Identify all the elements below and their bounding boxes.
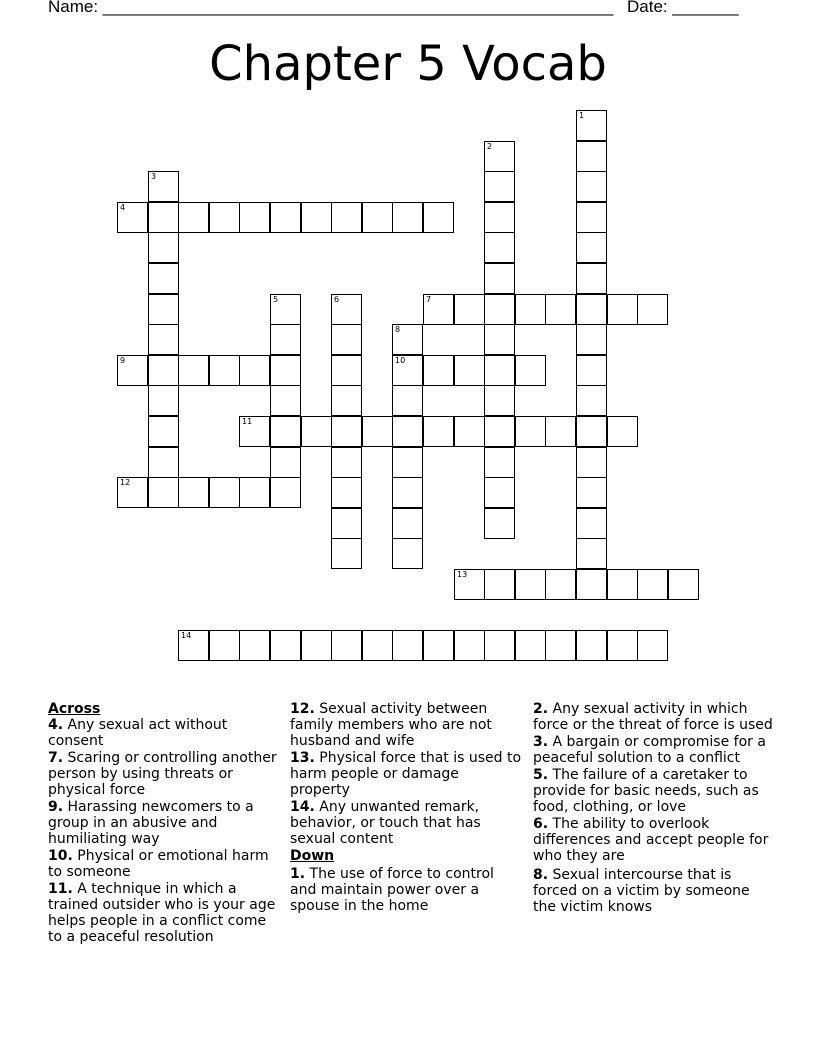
crossword-cell[interactable]: [637, 294, 668, 325]
clue-text: Any unwanted remark, behavior, or touch that has sexual content: [290, 799, 481, 847]
crossword-cell[interactable]: [576, 110, 607, 141]
clue-across-14: [290, 799, 522, 847]
clue-text: Any sexual act without consent: [48, 717, 228, 749]
crossword-cell[interactable]: [576, 630, 607, 661]
crossword-cell[interactable]: [484, 569, 515, 600]
clue-number: 10.: [48, 848, 73, 864]
crossword-cell[interactable]: [148, 477, 179, 508]
crossword-cell[interactable]: [392, 416, 423, 447]
crossword-cell[interactable]: [423, 630, 454, 661]
date-field-label: Date: _______: [627, 0, 739, 16]
clue-number: 13.: [290, 750, 315, 766]
crossword-cell[interactable]: [209, 630, 240, 661]
crossword-cell[interactable]: [117, 477, 148, 508]
crossword-cell[interactable]: [484, 294, 515, 325]
page-title: Chapter 5 Vocab: [209, 36, 607, 92]
crossword-cell[interactable]: [301, 202, 332, 233]
crossword-cell[interactable]: [607, 294, 638, 325]
clue-text: A technique in which a trained outsider who is your age helps people in a conflict come to a peaceful resolution: [48, 881, 276, 945]
clue-across-7: [48, 750, 284, 798]
clue-number-label: 5: [273, 295, 279, 304]
crossword-cell[interactable]: [576, 263, 607, 294]
crossword-cell[interactable]: [209, 477, 240, 508]
crossword-cell[interactable]: [392, 385, 423, 416]
clue-number-label: 3: [151, 172, 157, 181]
crossword-cell[interactable]: [148, 324, 179, 355]
crossword-cell[interactable]: [331, 477, 362, 508]
clue-number: 11.: [48, 881, 73, 897]
crossword-cell[interactable]: [239, 355, 270, 386]
crossword-cell[interactable]: [392, 447, 423, 478]
crossword-cell[interactable]: [117, 202, 148, 233]
clue-down-6: [533, 816, 773, 864]
clue-text: Sexual activity between family members who are not husband and wife: [290, 701, 492, 749]
crossword-cell[interactable]: [576, 477, 607, 508]
clues-column-2: [290, 701, 522, 915]
clue-number: 2.: [533, 701, 549, 717]
clue-down-5: [533, 767, 773, 815]
crossword-cell[interactable]: [331, 355, 362, 386]
clue-across-9: [48, 799, 284, 847]
crossword-cell[interactable]: [423, 416, 454, 447]
crossword-cell[interactable]: [148, 294, 179, 325]
crossword-cell[interactable]: [484, 232, 515, 263]
clues-column-3: [533, 701, 773, 916]
across-heading: Across: [48, 701, 101, 717]
clue-down-8: [533, 867, 773, 915]
crossword-cell[interactable]: [270, 630, 301, 661]
crossword-cell[interactable]: [392, 508, 423, 539]
clue-text: Scaring or controlling another person by using threats or physical force: [48, 750, 277, 798]
crossword-cell[interactable]: [607, 569, 638, 600]
crossword-cell[interactable]: [270, 324, 301, 355]
crossword-cell[interactable]: [576, 294, 607, 325]
crossword-cell[interactable]: [515, 416, 546, 447]
crossword-cell[interactable]: [239, 630, 270, 661]
crossword-cell[interactable]: [270, 416, 301, 447]
clue-text: The use of force to control and maintain power over a spouse in the home: [290, 866, 494, 914]
crossword-cell[interactable]: [148, 232, 179, 263]
clue-text: Physical or emotional harm to someone: [48, 848, 269, 880]
crossword-cell[interactable]: [270, 202, 301, 233]
crossword-cell[interactable]: [545, 630, 576, 661]
crossword-cell[interactable]: [454, 569, 485, 600]
crossword-cell[interactable]: [331, 202, 362, 233]
clue-number: 9.: [48, 799, 64, 815]
name-field-label: Name: ______________________________________________________: [48, 0, 614, 16]
crossword-cell[interactable]: [331, 508, 362, 539]
crossword-cell[interactable]: [148, 447, 179, 478]
crossword-cell[interactable]: [178, 202, 209, 233]
crossword-cell[interactable]: [454, 355, 485, 386]
crossword-cell[interactable]: [545, 416, 576, 447]
crossword-cell[interactable]: [576, 202, 607, 233]
crossword-cell[interactable]: [392, 202, 423, 233]
crossword-cell[interactable]: [392, 324, 423, 355]
crossword-cell[interactable]: [239, 477, 270, 508]
clue-number: 1.: [290, 866, 306, 882]
crossword-cell[interactable]: [576, 385, 607, 416]
clue-number-label: 12: [120, 478, 131, 487]
clue-number: 5.: [533, 767, 549, 783]
crossword-cell[interactable]: [576, 447, 607, 478]
crossword-cell[interactable]: [576, 538, 607, 569]
crossword-cell[interactable]: [331, 538, 362, 569]
crossword-cell[interactable]: [576, 569, 607, 600]
crossword-cell[interactable]: [392, 355, 423, 386]
crossword-cell[interactable]: [239, 416, 270, 447]
crossword-cell[interactable]: [331, 416, 362, 447]
clue-across-10: [48, 848, 284, 880]
crossword-cell[interactable]: [454, 416, 485, 447]
crossword-cell[interactable]: [392, 538, 423, 569]
crossword-cell[interactable]: [484, 630, 515, 661]
crossword-cell[interactable]: [515, 355, 546, 386]
crossword-cell[interactable]: [301, 416, 332, 447]
clue-text: The failure of a caretaker to provide for basic needs, such as food, clothing, or love: [533, 767, 759, 815]
clue-number: 8.: [533, 867, 549, 883]
crossword-cell[interactable]: [545, 294, 576, 325]
clue-across-13: [290, 750, 522, 798]
crossword-cell[interactable]: [576, 141, 607, 172]
crossword-cell[interactable]: [331, 294, 362, 325]
crossword-cell[interactable]: [423, 202, 454, 233]
clue-text: Sexual intercourse that is forced on a victim by someone the victim knows: [533, 867, 750, 915]
crossword-cell[interactable]: [270, 385, 301, 416]
crossword-cell[interactable]: [545, 569, 576, 600]
clue-text: Physical force that is used to harm people or damage property: [290, 750, 522, 798]
clue-number-label: 2: [487, 142, 493, 151]
crossword-cell[interactable]: [515, 630, 546, 661]
crossword-cell[interactable]: [178, 477, 209, 508]
crossword-cell[interactable]: [668, 569, 699, 600]
clue-text: A bargain or compromise for a peaceful solution to a conflict: [533, 734, 766, 766]
clues-column-1: [48, 701, 284, 946]
crossword-cell[interactable]: [209, 202, 240, 233]
crossword-cell[interactable]: [484, 447, 515, 478]
crossword-cell[interactable]: [148, 171, 179, 202]
crossword-cell[interactable]: [423, 294, 454, 325]
crossword-cell[interactable]: [576, 355, 607, 386]
crossword-cell[interactable]: [209, 355, 240, 386]
crossword-cell[interactable]: [484, 202, 515, 233]
crossword-cell[interactable]: [515, 569, 546, 600]
crossword-cell[interactable]: [178, 630, 209, 661]
crossword-cell[interactable]: [484, 385, 515, 416]
crossword-cell[interactable]: [454, 630, 485, 661]
clue-number: 4.: [48, 717, 64, 733]
crossword-cell[interactable]: [576, 416, 607, 447]
crossword-cell[interactable]: [178, 355, 209, 386]
clue-number-label: 7: [426, 295, 432, 304]
crossword-cell[interactable]: [607, 630, 638, 661]
down-heading: Down: [290, 848, 335, 864]
clue-text: Any sexual activity in which force or the threat of force is used: [533, 701, 773, 733]
crossword-cell[interactable]: [576, 171, 607, 202]
crossword-cell[interactable]: [484, 477, 515, 508]
crossword-cell[interactable]: [484, 263, 515, 294]
crossword-cell[interactable]: [362, 202, 393, 233]
crossword-cell[interactable]: [270, 355, 301, 386]
clue-down-1: [290, 866, 522, 914]
crossword-cell[interactable]: [423, 355, 454, 386]
crossword-cell[interactable]: [607, 416, 638, 447]
crossword-cell[interactable]: [331, 385, 362, 416]
crossword-cell[interactable]: [576, 232, 607, 263]
crossword-cell[interactable]: [576, 508, 607, 539]
crossword-cell[interactable]: [392, 630, 423, 661]
crossword-cell[interactable]: [484, 355, 515, 386]
crossword-cell[interactable]: [270, 294, 301, 325]
clue-number-label: 11: [242, 417, 253, 426]
crossword-cell[interactable]: [148, 202, 179, 233]
crossword-cell[interactable]: [515, 294, 546, 325]
crossword-cell[interactable]: [637, 569, 668, 600]
crossword-cell[interactable]: [484, 171, 515, 202]
clue-text: The ability to overlook differences and accept people for who they are: [533, 816, 769, 864]
clue-across-11: [48, 881, 284, 945]
crossword-cell[interactable]: [454, 294, 485, 325]
clue-number: 3.: [533, 734, 549, 750]
clue-number-label: 1: [579, 111, 585, 120]
crossword-cell[interactable]: [362, 416, 393, 447]
clue-number: 14.: [290, 799, 315, 815]
crossword-cell[interactable]: [148, 263, 179, 294]
crossword-cell[interactable]: [362, 630, 393, 661]
crossword-cell[interactable]: [331, 447, 362, 478]
clue-number-label: 9: [120, 356, 126, 365]
crossword-cell[interactable]: [331, 324, 362, 355]
clue-number-label: 4: [120, 203, 126, 212]
crossword-cell[interactable]: [239, 202, 270, 233]
clue-number-label: 14: [181, 631, 192, 640]
crossword-cell[interactable]: [392, 477, 423, 508]
crossword-cell[interactable]: [576, 324, 607, 355]
crossword-cell[interactable]: [637, 630, 668, 661]
crossword-cell[interactable]: [484, 141, 515, 172]
clue-number-label: 8: [395, 325, 401, 334]
crossword-cell[interactable]: [148, 416, 179, 447]
clue-number: 7.: [48, 750, 64, 766]
clue-across-12: [290, 701, 522, 749]
clue-number-label: 6: [334, 295, 340, 304]
crossword-cell[interactable]: [148, 355, 179, 386]
crossword-cell[interactable]: [270, 477, 301, 508]
crossword-cell[interactable]: [331, 630, 362, 661]
clue-number: 12.: [290, 701, 315, 717]
clue-across-4: [48, 717, 284, 749]
clue-number: 6.: [533, 816, 549, 832]
clue-down-3: [533, 734, 773, 766]
clue-number-label: 10: [395, 356, 406, 365]
crossword-cell[interactable]: [484, 508, 515, 539]
clue-number-label: 13: [457, 570, 468, 579]
crossword-cell[interactable]: [117, 355, 148, 386]
crossword-cell[interactable]: [148, 385, 179, 416]
crossword-cell[interactable]: [270, 447, 301, 478]
clue-text: Harassing newcomers to a group in an abusive and humiliating way: [48, 799, 254, 847]
crossword-cell[interactable]: [301, 630, 332, 661]
crossword-cell[interactable]: [484, 324, 515, 355]
clue-down-2: [533, 701, 773, 733]
crossword-cell[interactable]: [484, 416, 515, 447]
